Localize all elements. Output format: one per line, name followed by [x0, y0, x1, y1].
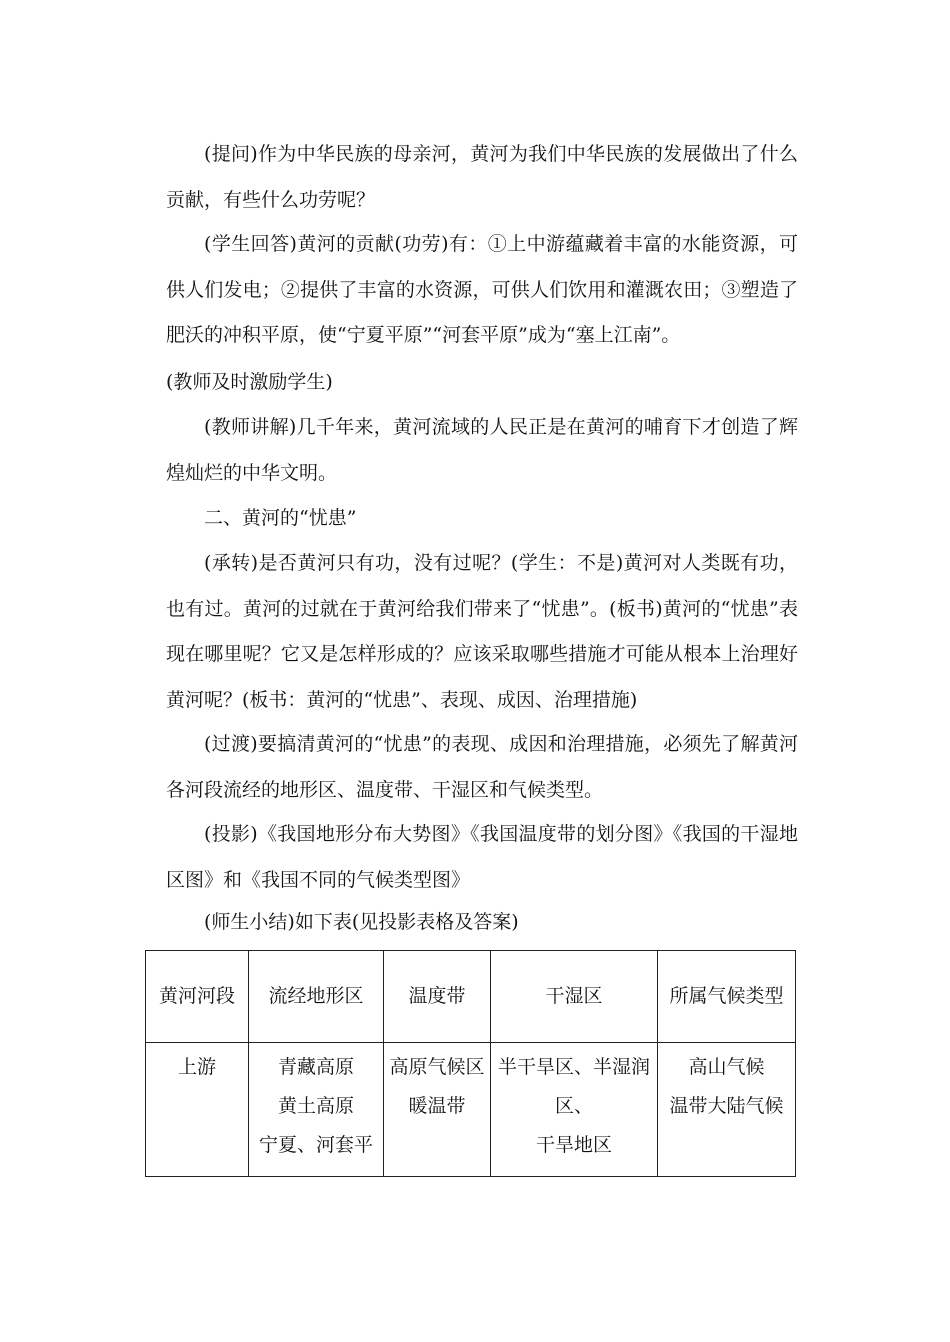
cell-climate [658, 1043, 796, 1177]
terrain-line: 青藏高原 [277, 1056, 354, 1078]
table-header-row [146, 951, 796, 1043]
cell-moisture [491, 1043, 658, 1177]
paragraph-question: (提问)作为中华民族的母亲河，黄河为我们中华民族的发展做出了什么贡献，有些什么功劳呢？ [166, 143, 798, 211]
moisture-line: 干旱地区 [535, 1134, 612, 1156]
paragraph-teacher-explain: (教师讲解)几千年来，黄河流域的人民正是在黄河的哺育下才创造了辉煌灿烂的中华文明。 [166, 416, 798, 484]
paragraph-encourage: (教师及时激励学生) [166, 371, 333, 393]
terrain-line: 黄土高原 [277, 1095, 354, 1117]
paragraph-summary: (师生小结)如下表(见投影表格及答案) [204, 911, 519, 933]
moisture-line: 半干旱区、半湿润区、 [497, 1056, 650, 1117]
temperature-line: 高原气候区 [389, 1056, 485, 1078]
header-climate: 所属气候类型 [658, 951, 796, 1043]
header-segment: 黄河河段 [146, 951, 249, 1043]
climate-line: 高山气候 [688, 1056, 765, 1078]
terrain-line: 宁夏、河套平 [258, 1134, 373, 1156]
cell-terrain [249, 1043, 384, 1177]
section-heading: 二、黄河的“忧患” [204, 507, 357, 529]
climate-line: 温带大陆气候 [669, 1095, 784, 1117]
cell-segment: 上游 [146, 1043, 249, 1177]
paragraph-transition: (承转)是否黄河只有功，没有过呢？(学生：不是)黄河对人类既有功，也有过。黄河的过就在于黄河给我们带来了“忧患”。(板书)黄河的“忧患”表现在哪里呢？它又是怎样形成的？应该采取哪些措施才可能从根本上治理好黄河呢？(板书：黄河的“忧患”、表现、成因、治理措施) [166, 552, 798, 711]
yellow-river-table [145, 950, 796, 1177]
cell-temperature [384, 1043, 491, 1177]
paragraph-bridge: (过渡)要搞清黄河的“忧患”的表现、成因和治理措施，必须先了解黄河各河段流经的地形区、温度带、干湿区和气候类型。 [166, 733, 798, 801]
header-moisture: 干湿区 [491, 951, 658, 1043]
paragraph-student-answer: (学生回答)黄河的贡献(功劳)有：①上中游蕴藏着丰富的水能资源，可供人们发电；②提供了丰富的水资源，可供人们饮用和灌溉农田；③塑造了肥沃的冲积平原，使“宁夏平原”“河套平原”成为“塞上江南”。 [166, 233, 798, 346]
temperature-line: 暖温带 [408, 1095, 466, 1117]
table-row [146, 1043, 796, 1177]
paragraph-projection: (投影)《我国地形分布大势图》《我国温度带的划分图》《我国的干湿地区图》和《我国不同的气候类型图》 [166, 823, 798, 891]
header-terrain: 流经地形区 [249, 951, 384, 1043]
header-temperature: 温度带 [384, 951, 491, 1043]
